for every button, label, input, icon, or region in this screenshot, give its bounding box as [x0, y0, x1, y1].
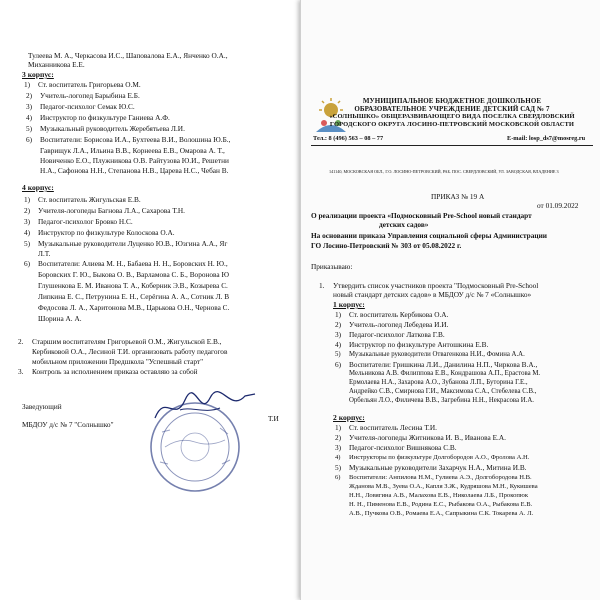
item-text: Учителя-логопеды Багнова Л.А., Сахарова Т.Н. — [38, 206, 185, 215]
corpus1-cont-3: Андрейко С.В., Смирнова Г.И., Максимова С.А., Стебелева С.В., — [349, 388, 537, 395]
item-num: 1) — [335, 310, 342, 319]
subject-line-1: О реализации проекта «Подмосковный Pre-School новый стандарт — [311, 211, 532, 220]
corpus4-item-6 — [24, 259, 228, 268]
corpus3-item-5 — [26, 124, 185, 133]
item-text: Педагог-психолог Семак Ю.С. — [40, 102, 135, 111]
point2-line-1: Старшим воспитателям Григорьевой О.М., Жигульской Е.В., — [32, 337, 222, 346]
item-num: 4) — [24, 228, 31, 237]
item-text: Музыкальные руководители Отвагенкова Н.И., Фомина А.А. — [349, 351, 525, 358]
corpus2-cont-1: Жданова М.В., Зуева О.А., Капля З.Ж., Кудряшова М.Н., Кукишева — [349, 483, 538, 490]
signature-name: Т.И — [268, 414, 279, 423]
header-line-2: ОБРАЗОВАТЕЛЬНОЕ УЧРЕЖДЕНИЕ ДЕТСКИЙ САД № 7 — [354, 105, 550, 113]
top-line-2: Миханникова Е.Е. — [28, 60, 85, 69]
point3-text: Контроль за исполнением приказа оставляю за собой — [32, 367, 198, 376]
top-line-1: Тулеева М. А., Черкасова И.С., Шаповалова Е.А., Янченко О.А., — [28, 51, 228, 60]
item-num: 4) — [335, 340, 342, 349]
item-num: 5) — [24, 239, 31, 248]
item-num: 3) — [335, 443, 342, 452]
corpus4-cont-1: Боровских Г. Ю., Быкова О. В., Варламова С. Б., Воронова Ю — [38, 270, 229, 279]
item-text: Учитель-логопед Лебедева И.И. — [349, 320, 449, 329]
corpus2-title: 2 корпус: — [333, 413, 365, 422]
item-num: 2) — [335, 320, 342, 329]
corpus2-item-6 — [335, 473, 532, 482]
corpus4-item-4 — [24, 228, 175, 237]
corpus3-cont-1: Гаврищук Л.А., Ильина В.В., Корнеева Е.В., Омарова А. Т., — [40, 146, 225, 155]
corpus4-item-2 — [24, 206, 185, 215]
corpus4-cont-4: Федосова Л. А., Харитонова М.В., Царькова О.Н., Чернова С. — [38, 303, 230, 312]
corpus4-item-3 — [24, 217, 133, 226]
item-num: 2) — [335, 433, 342, 442]
item-num: 1) — [24, 80, 31, 89]
item-num: 3) — [24, 217, 31, 226]
corpus2-item-3 — [335, 443, 457, 452]
order-word: Приказываю: — [311, 262, 353, 271]
item-text: Ст. воспитатель Жигульская Е.В. — [38, 195, 141, 204]
order-title: ПРИКАЗ № 19 А — [431, 192, 485, 201]
item-text: Учителя-логопеды Житникова И. В., Иванова Е.А. — [349, 433, 506, 442]
corpus2-item-4 — [335, 453, 529, 462]
item-num: 5) — [26, 124, 33, 133]
corpus1-item-1 — [335, 310, 448, 319]
corpus2-item-1 — [335, 423, 437, 432]
corpus4-item-1 — [24, 195, 141, 204]
item-num: 6) — [335, 474, 341, 481]
corpus4-cont-5b: Шорина А. А. — [38, 314, 82, 323]
corpus2-cont-3: Н. Н., Пименова Е.В., Родина Е.С., Рыбакова О.А., Рыбакова Е.В. — [349, 501, 533, 508]
item-num: 2) — [26, 91, 33, 100]
item-text: Ст. воспитатель Григорьева О.М. — [38, 80, 141, 89]
corpus2-cont-4: А.В., Пучкова О.В., Ромаева Е.А., Сапрыкина С.К. Токарева А. Л. — [349, 510, 534, 517]
corpus1-cont-1: Мельникова А.В. Филиппова Е.В., Кондрашова А.П., Ерастова М. — [349, 370, 541, 377]
corpus3-item-3 — [26, 102, 135, 111]
subject-line-2: детских садов» — [379, 220, 429, 229]
corpus2-item-2 — [335, 433, 506, 442]
item-text: Музыкальный руководитель Жеребятьева Л.И. — [40, 124, 185, 133]
corpus1-cont-2: Ермолаева Н.А., Захарова А.О., Зубанова Л.П., Буторина Г.Е., — [349, 379, 528, 386]
corpus1-cont-4: Орбельян Л.О., Филичева В.В., Загребина Н.Н., Некрасова И.А. — [349, 397, 534, 404]
signature-org: МБДОУ д/с № 7 "Солнышко" — [22, 420, 114, 429]
item-num: 2) — [24, 206, 31, 215]
item-text: Музыкальные руководители Захарчук Н.А., Митина И.В. — [349, 463, 527, 472]
item-text: Педагог-психолог Вишнякова С.В. — [349, 443, 457, 452]
item-text: Воспитатели: Алиева М. Н., Бабаева Н. Н., Боровских Н. Ю., — [38, 259, 228, 268]
corpus4-cont-3: Липкина Е. С., Петрунина Е. Н., Серёгина А. А., Сотник Л. В — [38, 292, 230, 301]
corpus4-cont-2: Глушенкова Е. М. Иванова Т. А., Коберник Э.В., Козырева С. — [38, 281, 228, 290]
corpus1-item-6 — [335, 360, 537, 369]
item-num: 6) — [24, 259, 31, 268]
corpus3-item-4 — [26, 113, 170, 122]
item-num: 5) — [335, 463, 342, 472]
item-num: 5) — [335, 351, 341, 358]
point1-line-1: Утвердить список участников проекта "Подмосковный Pre-School — [333, 281, 539, 290]
item-text: Воспитатели: Гришкина Л.И., Данилина Н.П., Чиркова В.А., — [349, 360, 538, 369]
corpus1-item-5 — [335, 350, 525, 359]
item-num: 6) — [26, 135, 33, 144]
point1-num: 1. — [319, 281, 325, 290]
point1-line-2: новый стандарт детских садов» в МБДОУ д/с № 7 «Солнышко» — [333, 290, 532, 299]
right-page — [300, 0, 600, 600]
item-text: Воспитатели: Борисова И.А., Бухтеева В.И., Волошина Ю.Б., — [40, 135, 231, 144]
item-text: Ст. воспитатель Кербикова О.А. — [349, 310, 449, 319]
header-line-4: ГОРОДСКОГО ОКРУГА ЛОСИНО-ПЕТРОВСКИЙ МОСКОВСКОЙ ОБЛАСТИ — [329, 121, 575, 128]
item-text: Воспитатели: Анпилова Н.М., Гулиева А.Э., Долгобородова Н.В. — [349, 474, 532, 481]
item-num: 6) — [335, 360, 342, 369]
corpus3-cont-2: Новиченко Е.О., Плужникова О.В. Райтузова Ю.И., Решетни — [40, 156, 229, 165]
item-text: Педагог-психолог Латкова Г.В. — [349, 330, 445, 339]
order-date: от 01.09.2022 — [537, 201, 579, 210]
corpus3-item-2 — [26, 91, 140, 100]
header-phone: Тел.: 8 (496) 563 – 08 – 77 — [313, 135, 384, 142]
corpus3-item-1 — [24, 80, 141, 89]
corpus3-cont-3: Н.А., Сафонова Н.Н., Степанова Н.В., Царева Н.С., Чебан В. — [40, 166, 229, 175]
item-num: 3) — [26, 102, 33, 111]
basis-line-2: ГО Лосино-Петровский № 303 от 05.08.2022 г. — [311, 241, 462, 250]
point3-num: 3. — [18, 367, 24, 376]
point2-line-3: мобильном приложении Предшкола "Успешный старт" — [32, 357, 204, 366]
header-line-1: МУНИЦИПАЛЬНОЕ БЮДЖЕТНОЕ ДОШКОЛЬНОЕ — [362, 97, 542, 105]
signature-title: Заведующий — [22, 402, 62, 411]
corpus4-cont-5: Л.Т. — [38, 249, 51, 258]
corpus1-title: 1 корпус: — [333, 300, 365, 309]
item-text: Музыкальные руководители Луценко Ю.В., Юзгина А.А., Яг — [38, 239, 228, 248]
header-address: 141140, МОСКОВСКАЯ ОБЛ., Г.О. ЛОСИНО-ПЕТРОВСКИЙ, РАБ. ПОС. СВЕРДЛОВСКИЙ, УЛ. ЗАВОДСКАЯ, ВЛАДЕНИЕ 3 — [329, 169, 559, 174]
corpus4-item-5 — [24, 239, 227, 248]
point2-line-2: Кербиковой О.А., Лесиной Т.И. организовать работу педагогов — [32, 347, 228, 356]
corpus1-item-4 — [335, 340, 488, 349]
header-email: E-mail: losp_ds7@mosreg.ru — [507, 135, 586, 142]
item-text: Инструктор по физкультуре Ганиева А.Ф. — [40, 113, 170, 122]
item-text: Учитель-логопед Барыбина Е.Б. — [40, 91, 140, 100]
basis-line-1: На основании приказа Управления социальной сферы Администрации — [311, 231, 547, 240]
item-text: Педагог-психолог Бровко Н.С. — [38, 217, 133, 226]
corpus3-title: 3 корпус: — [22, 70, 54, 79]
item-text: Инструкторы по физкультуре Долгобородов А.О., Фролова А.Н. — [349, 454, 530, 461]
corpus2-cont-2: Н.Н., Ловягина А.В., Малахова Е.В., Николаева Л.Б., Прокопюк — [349, 492, 529, 499]
corpus1-item-3 — [335, 330, 445, 339]
item-num: 3) — [335, 330, 342, 339]
corpus2-item-5 — [335, 463, 527, 472]
item-text: Ст. воспитатель Лесина Т.И. — [349, 423, 437, 432]
item-text: Инструктор по физкультуре Антошкина Е.В. — [349, 340, 489, 349]
corpus3-item-6 — [26, 135, 230, 144]
item-text: Инструктор по физкультуре Колоскова О.А. — [38, 228, 175, 237]
item-num: 1) — [335, 423, 342, 432]
corpus4-title: 4 корпус: — [22, 183, 54, 192]
item-num: 1) — [24, 195, 31, 204]
header-divider — [311, 145, 593, 146]
point2-num: 2. — [18, 337, 24, 346]
header-line-3: «СОЛНЫШКО» ОБЩЕРАЗВИВАЮЩЕГО ВИДА ПОСЕЛКА СВЕРДЛОВСКИЙ — [329, 113, 575, 120]
corpus1-item-2 — [335, 320, 448, 329]
item-num: 4) — [335, 454, 341, 461]
signature-scribble — [150, 388, 260, 428]
item-num: 4) — [26, 113, 33, 122]
